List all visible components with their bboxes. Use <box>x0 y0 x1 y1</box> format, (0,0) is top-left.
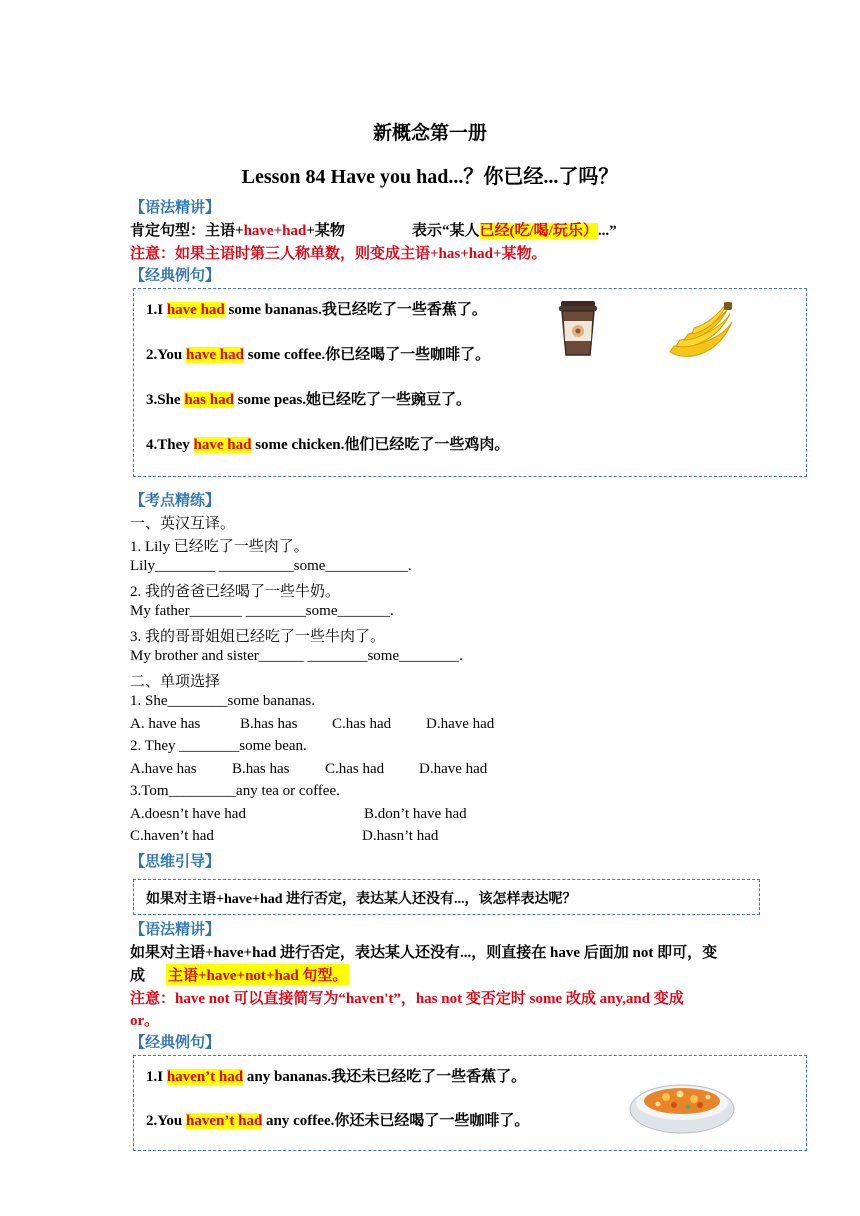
grammar-meaning-line <box>412 219 617 240</box>
document-title: 新概念第一册 <box>372 123 487 144</box>
mc-option: B.has has <box>240 716 298 732</box>
example-sentence: 3.She has had some peas.她已经吃了一些豌豆了。 <box>146 392 472 408</box>
section-heading-grammar: 【语法精讲】 <box>130 200 221 216</box>
food-bowl-icon <box>628 1075 736 1135</box>
practice-question: 2. 我的爸爸已经喝了一些牛奶。 <box>130 584 341 600</box>
practice-part-title: 二、单项选择 <box>130 674 221 690</box>
example-sentence: 1.I haven’t had any bananas.我还未已经吃了一些香蕉了。 <box>146 1069 527 1085</box>
mc-option: A.have has <box>130 761 197 777</box>
practice-answer-line: My father_______ ________some_______. <box>130 603 394 619</box>
mc-option: D.hasn’t had <box>362 828 439 844</box>
section-heading-grammar: 【语法精讲】 <box>130 922 221 938</box>
practice-question: 3. 我的哥哥姐姐已经吃了一些牛肉了。 <box>130 629 386 645</box>
practice-question: 1. Lily 已经吃了一些肉了。 <box>130 539 309 555</box>
mc-question: 2. They ________some bean. <box>130 738 307 754</box>
example-sentence: 4.They have had some chicken.他们已经吃了一些鸡肉。 <box>146 437 510 453</box>
banana-icon <box>666 302 738 362</box>
mc-option: C.has had <box>325 761 385 777</box>
mc-question: 3.Tom_________any tea or coffee. <box>130 783 340 799</box>
grammar-text: ...” <box>597 223 617 239</box>
coffee-cup-icon <box>558 299 598 357</box>
section-heading-examples: 【经典例句】 <box>130 268 221 284</box>
thinking-question: 如果对主语+have+had 进行否定，表达某人还没有...，该怎样表达呢？ <box>146 892 577 907</box>
section-heading-thinking: 【思维引导】 <box>130 854 221 870</box>
section-heading-practice: 【考点精练】 <box>130 493 221 509</box>
practice-answer-line: My brother and sister______ ________some________. <box>130 648 463 664</box>
grammar-text: 肯定句型：主语+ <box>130 223 244 239</box>
grammar-keyword: have+had <box>243 223 307 239</box>
grammar-negation-text: 如果对主语+have+had 进行否定，表达某人还没有...，则直接在 have 后面加 not 即可，变 <box>130 945 718 961</box>
grammar-text: 表示“某人 <box>412 223 480 239</box>
mc-option: D.have had <box>419 761 488 777</box>
example-sentence: 1.I have had some bananas.我已经吃了一些香蕉了。 <box>146 302 487 318</box>
mc-question: 1. She________some bananas. <box>130 693 315 709</box>
grammar-rule-line <box>130 219 345 240</box>
example-sentence: 2.You have had some coffee.你已经喝了一些咖啡了。 <box>146 347 491 363</box>
note-negation: 注意：have not 可以直接简写为“haven't”，has not 变否定时 some 改成 any,and 变成 <box>130 991 684 1007</box>
practice-answer-line: Lily________ __________some___________. <box>130 558 412 574</box>
grammar-negation-pattern: 主语+have+not+had 句型。 <box>166 964 349 985</box>
grammar-negation-text: 成 <box>130 968 146 984</box>
section-heading-examples: 【经典例句】 <box>130 1035 221 1051</box>
mc-option: C.haven’t had <box>130 828 214 844</box>
grammar-text: +某物 <box>306 223 345 239</box>
mc-option: B.don’t have had <box>364 806 467 822</box>
mc-option: A. have has <box>130 716 201 732</box>
mc-option: C.has had <box>332 716 392 732</box>
note-third-person: 注意：如果主语时第三人称单数，则变成主语+has+had+某物。 <box>130 246 547 262</box>
mc-option: A.doesn’t have had <box>130 806 246 822</box>
mc-option: D.have had <box>426 716 495 732</box>
example-sentence: 2.You haven’t had any coffee.你还未已经喝了一些咖啡了。 <box>146 1113 530 1129</box>
mc-option: B.has has <box>232 761 290 777</box>
grammar-keyword-highlight: 已经(吃/喝/玩乐） <box>479 223 598 239</box>
lesson-title: Lesson 84 Have you had...？你已经...了吗？ <box>241 166 619 188</box>
practice-part-title: 一、英汉互译。 <box>130 516 236 532</box>
note-negation: or。 <box>130 1013 160 1029</box>
